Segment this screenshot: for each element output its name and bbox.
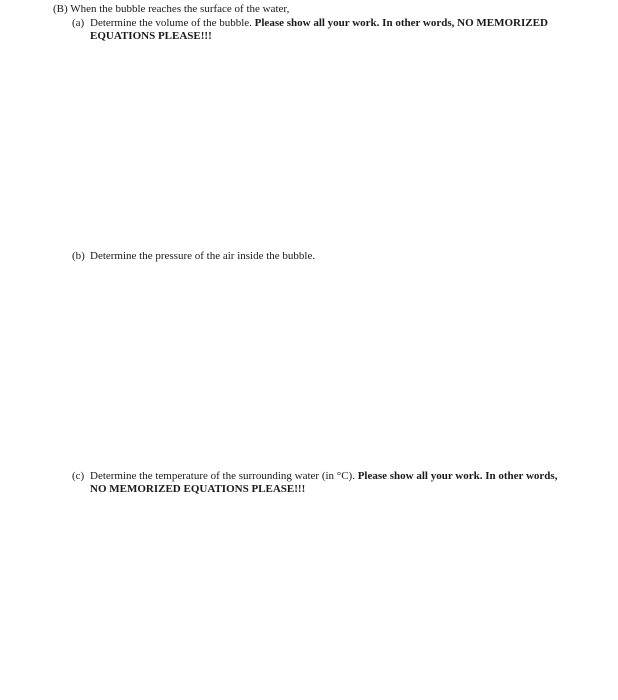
- question-b-label: (b): [72, 250, 85, 262]
- question-a-label: (a): [72, 17, 85, 29]
- question-c-label: (c): [72, 470, 85, 482]
- section-b-text: When the bubble reaches the surface of the water,: [70, 3, 290, 15]
- question-a: [72, 17, 548, 29]
- question-c: [72, 470, 557, 482]
- question-c-instruction: Please show all your work. In other words,: [357, 470, 558, 482]
- section-b-label: (B): [53, 3, 68, 15]
- question-c-instruction-cont: NO MEMORIZED EQUATIONS PLEASE!!!: [90, 483, 306, 495]
- question-a-instruction: Please show all your work. In other words, NO MEMORIZED: [254, 17, 548, 29]
- question-a-text: Determine the volume of the bubble.: [90, 17, 252, 29]
- question-b-text: Determine the pressure of the air inside the bubble.: [90, 250, 316, 262]
- question-b: [72, 250, 315, 262]
- question-c-text: Determine the temperature of the surrounding water (in °C).: [90, 470, 355, 482]
- question-a-instruction-cont: EQUATIONS PLEASE!!!: [90, 30, 212, 42]
- section-b-heading: [53, 3, 289, 15]
